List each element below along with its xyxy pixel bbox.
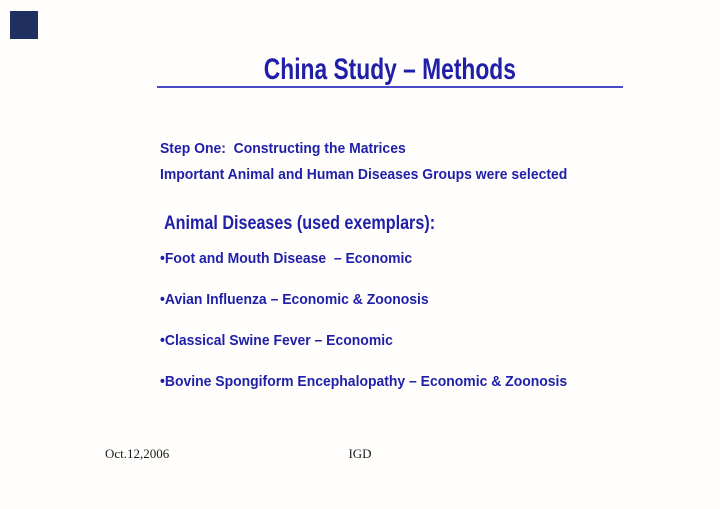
bullet-text-swine-fever: Classical Swine Fever – Economic	[164, 332, 393, 349]
bullet-icon: •	[159, 373, 165, 390]
intro-line-step-one-text: Step One: Constructing the Matrices	[159, 140, 406, 157]
footer-date: Oct.12,2006	[105, 446, 170, 461]
list-item	[143, 355, 597, 409]
bullet-icon: •	[159, 332, 165, 349]
slide-title-block	[157, 54, 623, 88]
bullet-text-bse: Bovine Spongiform Encephalopathy – Economic & Zoonosis	[164, 373, 567, 390]
template-corner-square	[10, 11, 38, 39]
bullet-text-avian-influenza: Avian Influenza – Economic & Zoonosis	[164, 291, 429, 308]
bullet-text-fmd: Foot and Mouth Disease – Economic	[164, 250, 412, 267]
bullet-icon: •	[159, 291, 165, 308]
footer-initials: IGD	[348, 446, 372, 461]
intro-line-selection-text: Important Animal and Human Diseases Groups were selected	[159, 166, 567, 183]
slide-title: China Study – Methods	[263, 53, 517, 86]
section-heading-text: Animal Diseases (used exemplars):	[164, 213, 436, 234]
bullet-icon: •	[159, 250, 165, 267]
